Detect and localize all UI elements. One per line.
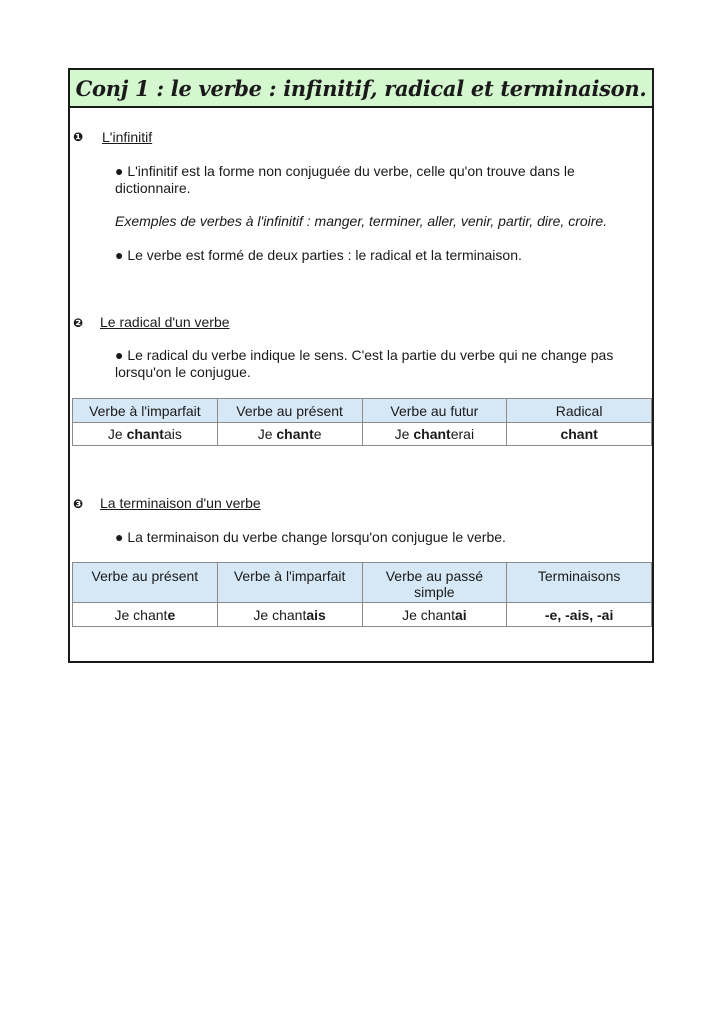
table-cell: -e, -ais, -ai (507, 603, 652, 627)
table-cell: Je chantais (73, 423, 218, 446)
table-cell: Je chantais (217, 603, 362, 627)
table-cell: Je chanterai (362, 423, 507, 446)
table-cell: Je chantai (362, 603, 507, 627)
terminaison-table-header-row (73, 563, 652, 603)
radical-table (72, 398, 652, 446)
radical-table-header: Verbe au présent (217, 399, 362, 423)
title-bar (70, 70, 652, 108)
section-1-heading: L'infinitif (102, 129, 153, 145)
section-3-bullet-1: ● La terminaison du verbe change lorsqu'on conjugue le verbe. (115, 529, 506, 545)
table-cell: chant (507, 423, 652, 446)
terminaison-table (72, 562, 652, 627)
radical-table-header: Verbe à l'imparfait (73, 399, 218, 423)
table-row (73, 423, 652, 446)
terminaison-table-header: Terminaisons (507, 563, 652, 603)
terminaison-table-header: Verbe à l'imparfait (217, 563, 362, 603)
lesson-title: Conj 1 : le verbe : infinitif, radical et terminaison. (75, 75, 647, 101)
radical-table-header-row (73, 399, 652, 423)
section-1-bullet-1: ● L'infinitif est la forme non conjuguée du verbe, celle qu'on trouve dans le dictionnaire. (115, 163, 575, 196)
section-1-examples: Exemples de verbes à l'infinitif : manger, terminer, aller, venir, partir, dire, croire. (115, 213, 608, 229)
section-2-bullet-1: ● Le radical du verbe indique le sens. C'est la partie du verbe qui ne change pas lorsqu'on le conjugue. (115, 347, 614, 380)
table-cell: Je chante (73, 603, 218, 627)
section-1-bullet-2: ● Le verbe est formé de deux parties : le radical et la terminaison. (115, 247, 522, 263)
section-2-heading: Le radical d'un verbe (100, 314, 230, 330)
radical-table-header: Verbe au futur (362, 399, 507, 423)
section-2-number: ❷ (73, 316, 84, 330)
table-row (73, 603, 652, 627)
section-1-number: ❶ (73, 130, 84, 144)
terminaison-table-header: Verbe au présent (73, 563, 218, 603)
table-cell: Je chante (217, 423, 362, 446)
terminaison-table-header: Verbe au passé simple (362, 563, 507, 603)
section-3-heading: La terminaison d'un verbe (100, 495, 261, 511)
radical-table-header: Radical (507, 399, 652, 423)
section-3-number: ❸ (73, 497, 84, 511)
